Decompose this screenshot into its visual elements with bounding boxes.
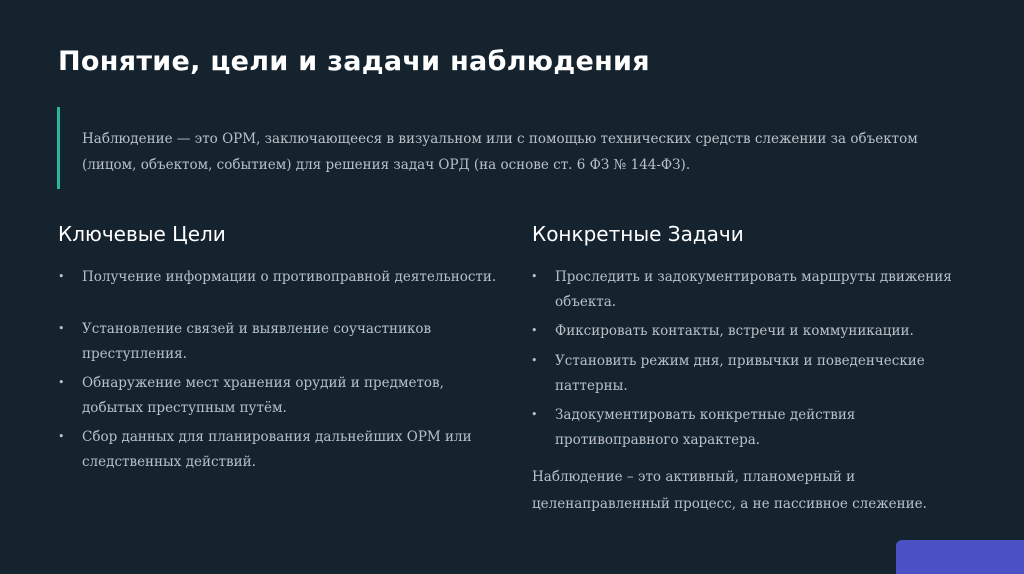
definition-text: Наблюдение — это ОРМ, заключающееся в визуальном или с помощью технических средств слежении за объектом (лицом, объектом, событием) для решения задач ОРД (на основе ст. 6 ФЗ № 144-ФЗ). <box>82 131 918 173</box>
goal-item-text: Сбор данных для планирования дальнейших ОРМ или следственных действий. <box>82 429 472 470</box>
definition-block <box>57 107 940 189</box>
goal-item <box>58 371 498 425</box>
slide-title: Понятие, цели и задачи наблюдения <box>58 46 650 77</box>
goal-item <box>58 317 498 371</box>
bullet-icon: • <box>58 270 65 283</box>
goals-heading: Ключевые Цели <box>58 222 226 246</box>
task-item <box>531 265 976 319</box>
tasks-heading: Конкретные Задачи <box>532 222 744 246</box>
bullet-icon: • <box>58 430 65 443</box>
summary-text: Наблюдение – это активный, планомерный и целенаправленный процесс, а не пассивное слежение. <box>532 469 927 512</box>
task-item <box>531 349 976 403</box>
goals-list <box>58 265 498 474</box>
bullet-icon: • <box>531 408 538 421</box>
bullet-icon: • <box>58 322 65 335</box>
goal-item <box>58 265 498 317</box>
tasks-list <box>531 265 976 457</box>
bullet-icon: • <box>58 376 65 389</box>
task-item <box>531 319 976 349</box>
task-item-text: Проследить и задокументировать маршруты движения объекта. <box>555 269 952 310</box>
task-item <box>531 403 976 457</box>
bullet-icon: • <box>531 354 538 367</box>
goal-item-text: Обнаружение мест хранения орудий и предметов, добытых преступным путём. <box>82 375 444 416</box>
task-item-text: Установить режим дня, привычки и поведенческие паттерны. <box>555 353 925 394</box>
corner-badge[interactable] <box>896 540 1024 574</box>
bullet-icon: • <box>531 324 538 337</box>
goal-item <box>58 425 498 474</box>
goal-item-text: Установление связей и выявление соучастников преступления. <box>82 321 432 362</box>
task-item-text: Фиксировать контакты, встречи и коммуникации. <box>555 323 914 339</box>
task-item-text: Задокументировать конкретные действия противоправного характера. <box>555 407 856 448</box>
bullet-icon: • <box>531 270 538 283</box>
goal-item-text: Получение информации о противоправной деятельности. <box>82 269 497 285</box>
